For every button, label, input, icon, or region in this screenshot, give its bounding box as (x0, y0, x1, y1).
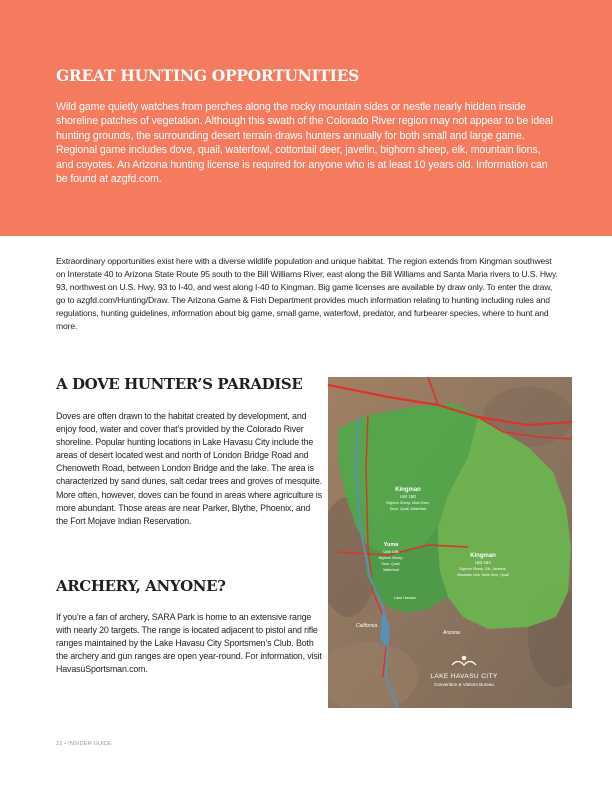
archery-heading: ARCHERY, ANYONE? (56, 577, 226, 595)
california-label: California (356, 623, 378, 629)
unit-15d-title: Kingman (395, 487, 421, 493)
page-footer: 22 • INSIDER GUIDE (56, 741, 112, 747)
banner (0, 0, 612, 236)
intro-paragraph: Extraordinary opportunities exist here with a diverse wildlife population and unique habitat. The region extends from Kingman southwest on Interstate 40 to Arizona State Route 95 south to the Bill Williams River, east along the Bill Williams and Santa Maria rivers to U.S. Hwy. 93, northwest on U.S. Hwy. 93 to I-40, and west along I-40 to Kingman. Big game licenses are available by draw only. To enter the draw, go to azgfd.com/Hunting/Draw. The Arizona Game & Fish Department provides much information relating to hunting including rules and regulations, hunting guidelines, information about big game, small game, waterfowl, predator, and furbearer species, where to hunt and more. (56, 256, 558, 332)
logo-subtitle: Convention & Visitors Bureau (434, 682, 494, 687)
lake-label: Lake Havasu (394, 596, 417, 600)
dove-heading: A DOVE HUNTER’S PARADISE (56, 375, 303, 393)
unit-16a-line2: Bighorn Sheep, Elk, Javelina, (459, 567, 507, 571)
banner-text: Wild game quietly watches from perches along the rocky mountain sides or nestle nearly hidden inside shoreline patches of vegetation. Although this swath of the Colorado River region may not appear to be ideal hunting grounds, the surrounding desert terrain draws hunters annually for both small and large game. Regional game includes dove, quail, waterfowl, cottontail deer, javelin, bighorn sheep, elk, mountain lions, and coyotes. An Arizona hunting license is required for anyone who is at least 10 years old. Information can be found at azgfd.com. (56, 101, 553, 186)
unit-16b-line3: Deer, Quail, (381, 562, 401, 566)
unit-15d-line2: Bighorn Sheep, Mule Deer, (386, 501, 430, 505)
unit-16b-line4: Waterfowl (383, 568, 399, 572)
hunting-units-map (328, 377, 572, 708)
unit-16b-line1: Unit 16B (383, 549, 399, 554)
unit-15d-line3: Dove, Quail, Waterfowl (389, 507, 427, 511)
unit-16a-title: Kingman (470, 553, 496, 559)
logo-name: LAKE HAVASU CITY (430, 673, 498, 680)
unit-16a-line3: Mountain Lion, Mule Deer, Quail (457, 573, 509, 577)
archery-paragraph: If you’re a fan of archery, SARA Park is home to an extensive range with nearly 20 targets. The range is located adjacent to pistol and rifle ranges maintained by the Lake Havasu City Sportsmen’s Club. Both the archery and gun ranges are open year-round. For information, visit HavasuSportsman.com. (56, 612, 322, 675)
unit-15d-line1: Unit 15D (399, 494, 417, 499)
unit-16b-line2: Bighorn Sheep, (378, 556, 404, 560)
arizona-label: Arizona (443, 630, 460, 636)
dove-paragraph: Doves are often drawn to the habitat created by development, and enjoy food, water and cover that’s provided by the Colorado River shoreline. Popular hunting locations in Lake Havasu City include the areas of desert located west and north of London Bridge Road and Chenoweth Road, between London Bridge and the lake. The area is characterized by sand dunes, salt cedar trees and groves of mesquite. More often, however, doves can be found in areas where agriculture is more abundant. Those areas are near Parker, Blythe, Phoenix, and the Fort Mojave Indian Reservation. (56, 411, 322, 526)
unit-16a-line1: Unit 16A (474, 560, 492, 565)
banner-title: GREAT HUNTING OPPORTUNITIES (56, 66, 360, 85)
unit-16b-title: Yuma (383, 542, 399, 548)
